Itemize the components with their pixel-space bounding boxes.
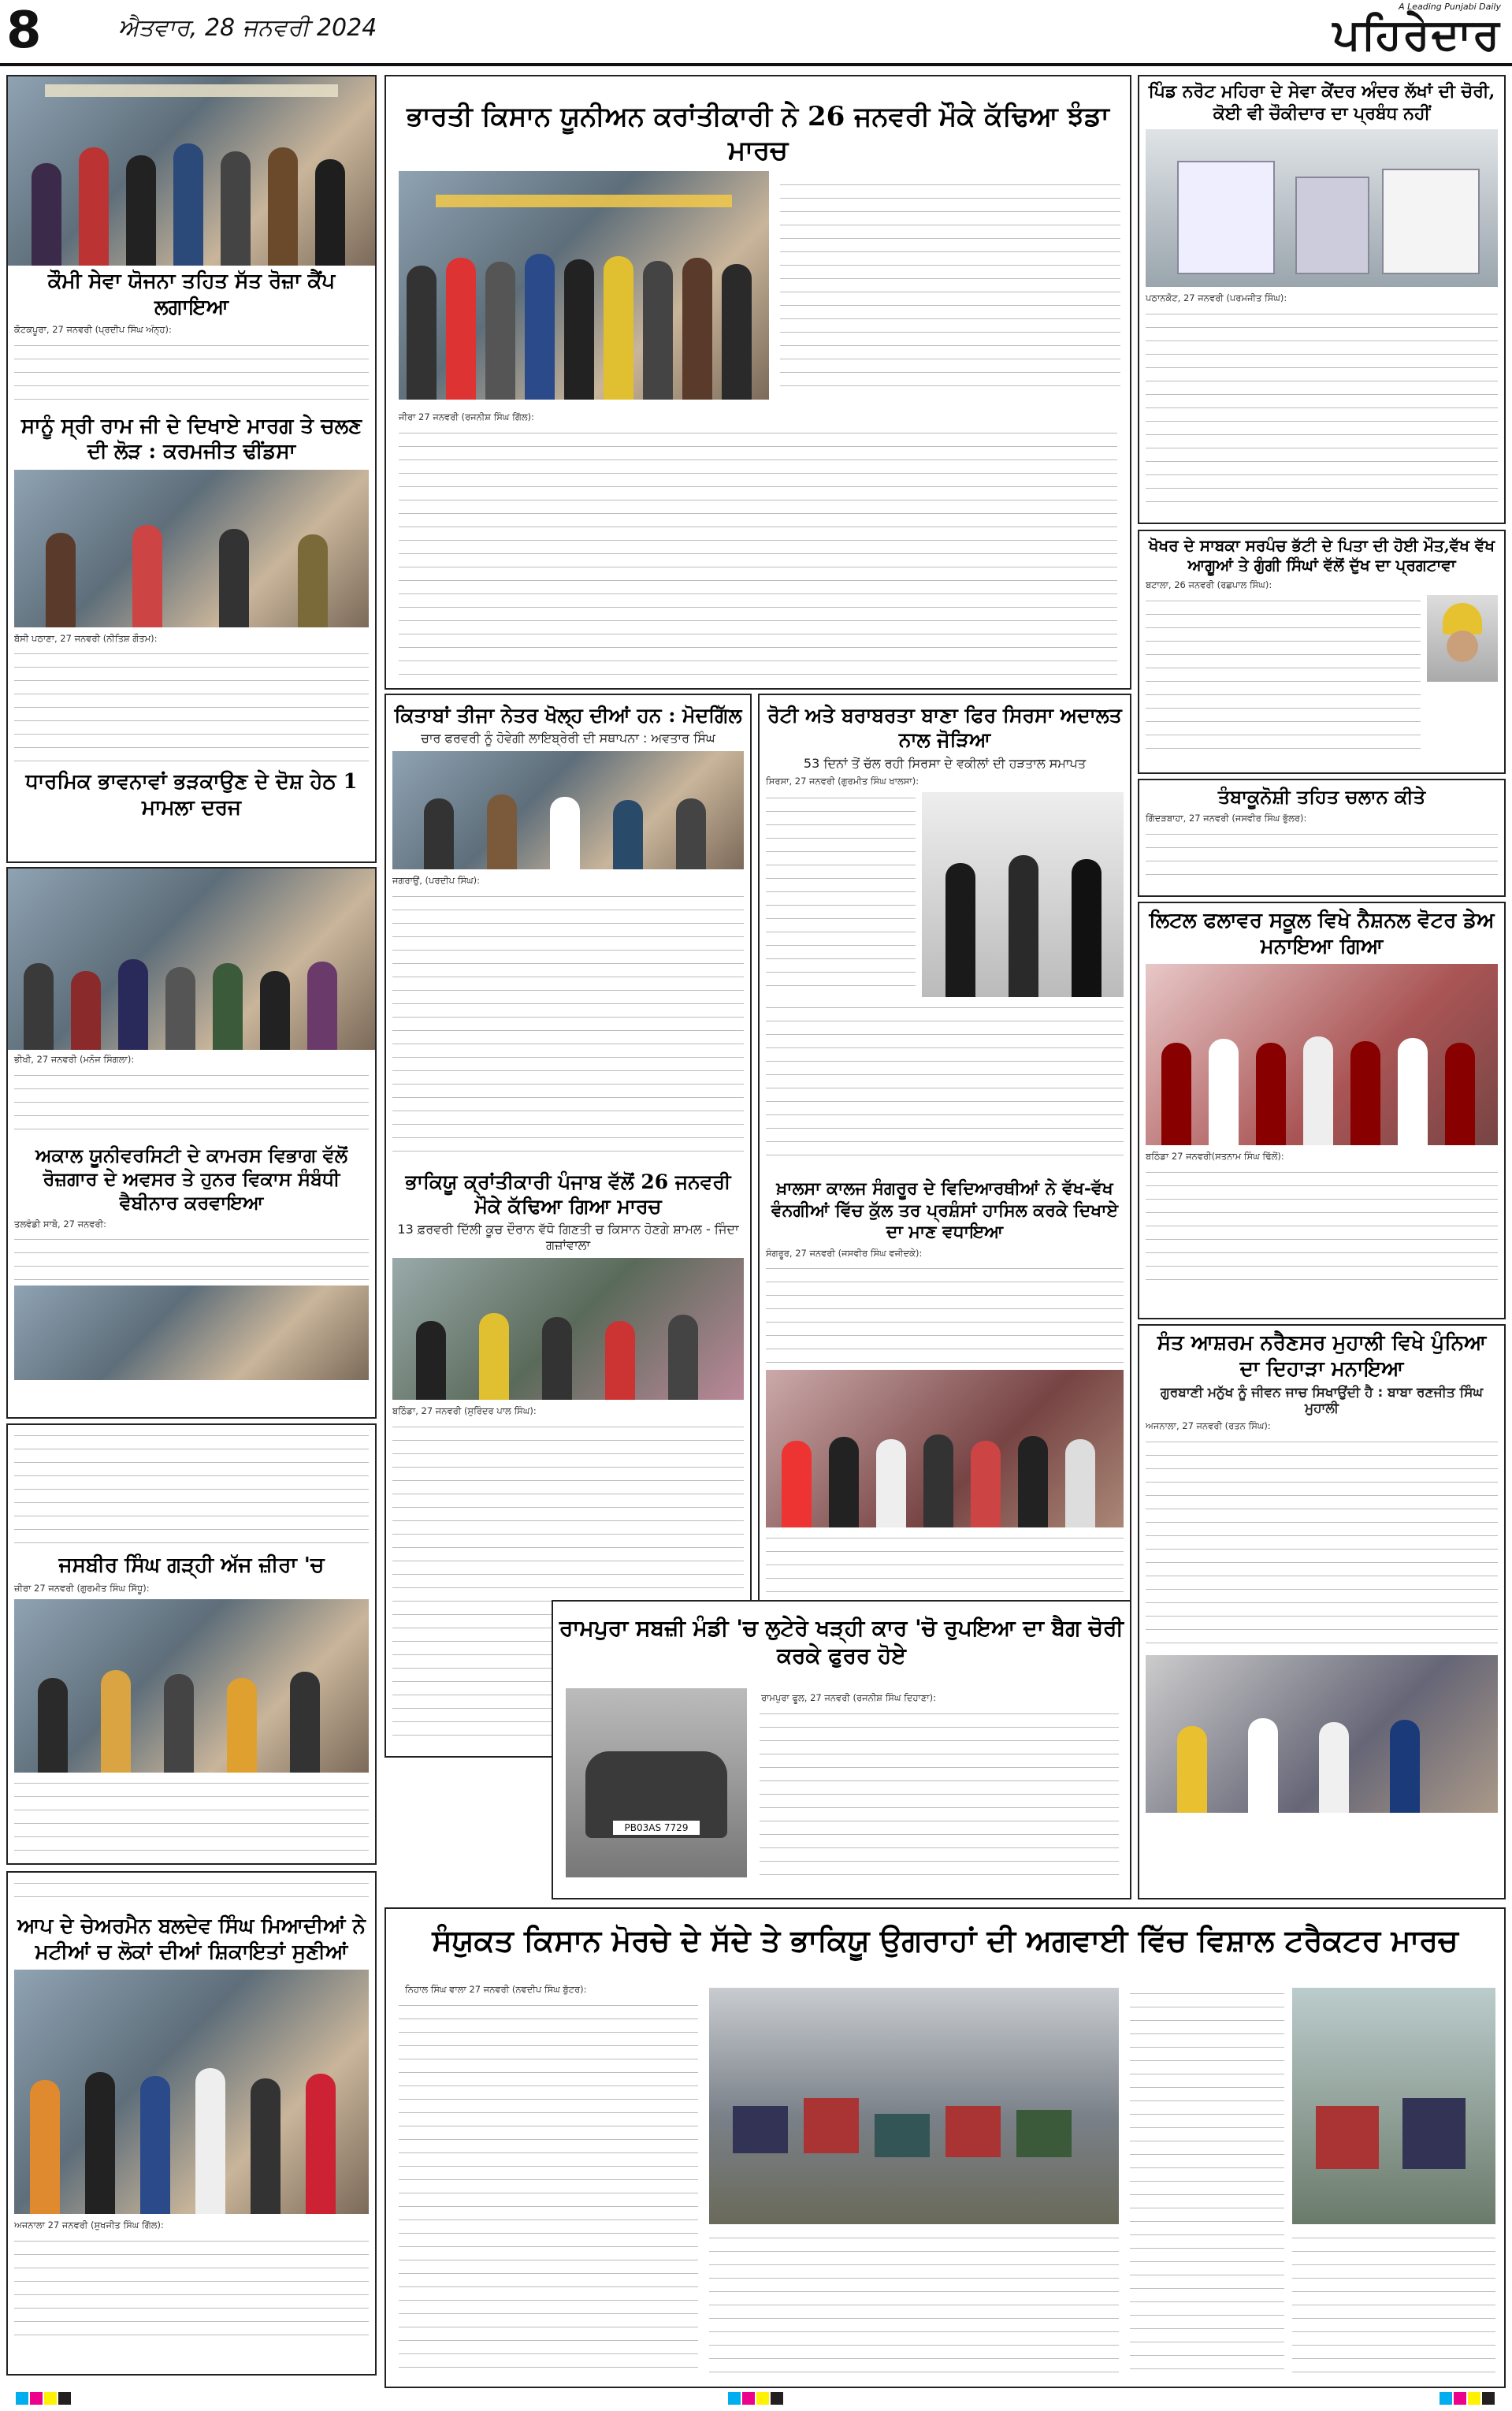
article-dateline: ਜਗਰਾਉਂ, (ਪਰਦੀਪ ਸਿੰਘ):: [392, 875, 481, 887]
article-headline: ਤੰਬਾਕੂਨੋਸ਼ੀ ਤਹਿਤ ਚਲਾਨ ਕੀਤੇ: [1217, 785, 1426, 808]
article-photo: [392, 1258, 744, 1400]
rampura-article: [552, 1600, 1131, 1899]
article-body: [766, 1002, 1124, 1167]
article-dateline: ਸਿਰਸਾ, 27 ਜਨਵਰੀ (ਗੁਰਮੀਤ ਸਿੰਘ ਖਾਲਸਾ):: [766, 775, 919, 787]
article-photo: [709, 1988, 1119, 2224]
right-column-obit: [1138, 530, 1506, 774]
article-dateline: ਕੋਟਕਪੂਰਾ, 27 ਜਨਵਰੀ (ਪ੍ਰਦੀਪ ਸਿੰਘ ਅੰਨ੍ਹ):: [14, 324, 172, 335]
article-body: [1130, 1988, 1284, 2382]
right-column-school: [1138, 902, 1506, 1319]
article-headline: ਭਾਰਤੀ ਕਿਸਾਨ ਯੂਨੀਅਨ ਕਰਾਂਤੀਕਾਰੀ ਨੇ 26 ਜਨਵਰੀ ਮੌਕੇ ਕੱਢਿਆ ਝੰਡਾ ਮਾਰਚ: [407, 101, 1109, 166]
article-body: [399, 2000, 698, 2378]
article-body: [709, 2232, 1119, 2378]
article-headline: ਸੰਯੁਕਤ ਕਿਸਾਨ ਮੋਰਚੇ ਦੇ ਸੱਦੇ ਤੇ ਭਾਕਿਯੂ ਉਗਰਾਹਾਂ ਦੀ ਅਗਵਾਈ ਵਿੱਚ ਵਿਸ਼ਾਲ ਟਰੈਕਟਰ ਮਾਰਚ: [432, 1922, 1458, 1958]
article-body: [1146, 595, 1421, 753]
article-body: [14, 1430, 369, 1548]
left-column-lower: [6, 1423, 377, 1865]
article-headline: ਆਪ ਦੇ ਚੇਅਰਮੈਨ ਬਲਦੇਵ ਸਿੰਘ ਮਿਆਦੀਆਂ ਨੇ ਮਟੀਆਂ ਚ ਲੋਕਾਂ ਦੀਆਂ ਸ਼ਿਕਾਇਤਾਂ ਸੁਣੀਆਂ: [17, 1914, 366, 1964]
article-subheadline: 53 ਦਿਨਾਂ ਤੋਂ ਚੱਲ ਰਹੀ ਸਿਰਸਾ ਦੇ ਵਕੀਲਾਂ ਦੀ ਹੜਤਾਲ ਸਮਾਪਤ: [803, 755, 1087, 771]
article-headline: ਰਾਮਪੁਰਾ ਸਬਜ਼ੀ ਮੰਡੀ 'ਚ ਲੁਟੇਰੇ ਖੜ੍ਹੀ ਕਾਰ 'ਚੋ ਰੁਪਇਆ ਦਾ ਬੈਗ ਚੋਰੀ ਕਰਕੇ ਫੁਰਰ ਹੋਏ: [559, 1615, 1124, 1669]
article-dateline: ਰਾਮਪੁਰਾ ਫੂਲ, 27 ਜਨਵਰੀ (ਰਜਨੀਸ਼ ਸਿੰਘ ਦਿਹਾਣਾ):: [761, 1692, 936, 1703]
article-headline: ਪਿੰਡ ਨਰੋਟ ਮਹਿਰਾ ਦੇ ਸੇਵਾ ਕੇਂਦਰ ਅੰਦਰ ਲੱਖਾਂ ਦੀ ਚੋਰੀ, ਕੋਈ ਵੀ ਚੌਕੀਦਾਰ ਦਾ ਪ੍ਰਬੰਧ ਨਹੀਂ: [1148, 81, 1495, 124]
article-photo: [766, 1370, 1124, 1527]
license-plate: PB03AS 7729: [613, 1821, 700, 1835]
article-body: [14, 1233, 369, 1281]
article-body: [760, 1708, 1119, 1881]
article-photo: [399, 171, 769, 400]
article-subheadline: ਗੁਰਬਾਣੀ ਮਨੁੱਖ ਨੂੰ ਜੀਵਨ ਜਾਚ ਸਿਖਾਉਂਦੀ ਹੈ : ਬਾਬਾ ਰਣਜੀਤ ਸਿੰਘ ਮੁਹਾਲੀ: [1160, 1385, 1484, 1416]
article-headline: ਲਿਟਲ ਫਲਾਵਰ ਸਕੂਲ ਵਿਖੇ ਨੈਸ਼ਨਲ ਵੋਟਰ ਡੇਅ ਮਨਾਇਆ ਗਿਆ: [1149, 909, 1495, 958]
article-photo: [14, 1970, 369, 2214]
article-dateline: ਬਠਿੰਡਾ 27 ਜਨਵਰੀ(ਸਤਨਾਮ ਸਿੰਘ ਢਿੱਲੋਂ):: [1146, 1151, 1284, 1162]
article-body: [14, 340, 369, 403]
masthead: [1241, 0, 1501, 60]
article-photo: [8, 869, 375, 1050]
article-photo: [1292, 1988, 1495, 2224]
article-headline: ਧਾਰਮਿਕ ਭਾਵਨਾਵਾਂ ਭੜਕਾਉਣ ਦੇ ਦੋਸ਼ ਹੇਠ 1 ਮਾਮਲਾ ਦਰਜ: [25, 770, 358, 820]
article-dateline: ਜੀਰਾ 27 ਜਨਵਰੀ (ਰਜਨੀਸ਼ ਸਿੰਘ ਗਿੱਲ):: [399, 411, 534, 422]
article-headline: ਅਕਾਲ ਯੂਨੀਵਰਸਿਟੀ ਦੇ ਕਾਮਰਸ ਵਿਭਾਗ ਵੱਲੋਂ ਰੋਜ਼ਗਾਰ ਦੇ ਅਵਸਰ ਤੇ ਹੁਨਰ ਵਿਕਾਸ ਸੰਬੰਧੀ ਵੈਬੀਨਾਰ ਕਰਵਾਇਆ: [35, 1143, 347, 1214]
right-column-tobacco: [1138, 779, 1506, 897]
article-dateline: ਨਿਹਾਲ ਸਿੰਘ ਵਾਲਾ 27 ਜਨਵਰੀ (ਨਵਦੀਪ ਸਿੰਘ ਬੁੱਟਰ):: [405, 1984, 587, 1995]
article-dateline: ਅਜਨਾਲਾ 27 ਜਨਵਰੀ (ਸੁਖਜੀਤ ਸਿੰਘ ਗਿੱਲ):: [14, 2219, 164, 2231]
article-photo: [922, 792, 1124, 997]
article-body: [1146, 1436, 1498, 1649]
page-header: [0, 0, 1512, 66]
article-photo: [14, 470, 369, 627]
center-right-column: [758, 694, 1131, 1758]
masthead-title: ਪਹਿਰੇਦਾਰ: [1332, 9, 1501, 59]
article-headline: ਭਾਕਿਯੂ ਕ੍ਰਾਂਤੀਕਾਰੀ ਪੰਜਾਬ ਵੱਲੋਂ 26 ਜਨਵਰੀ ਮੌਕੇ ਕੱਢਿਆ ਗਿਆ ਮਾਰਚ: [405, 1170, 731, 1219]
article-dateline: ਪਠਾਨਕੋਟ, 27 ਜਨਵਰੀ (ਪਰਮਜੀਤ ਸਿੰਘ):: [1146, 292, 1287, 303]
masthead-tagline: A Leading Punjabi Daily: [1399, 2, 1501, 12]
color-swatch-group: [16, 2392, 72, 2408]
right-column-ashram: [1138, 1324, 1506, 1899]
article-body: [392, 891, 744, 1159]
article-photo: [14, 1285, 369, 1380]
article-dateline: ਗਿੱਦੜਬਾਹਾ, 27 ਜਨਵਰੀ (ਜਸਵੀਰ ਸਿੰਘ ਭੁੱਲਰ):: [1146, 813, 1307, 824]
article-photo: [1146, 129, 1498, 287]
article-dateline: ਬਠਿੰਡਾ, 27 ਜਨਵਰੀ (ਸੁਰਿੰਦਰ ਪਾਲ ਸਿੰਘ):: [392, 1405, 537, 1417]
article-body: [14, 1070, 369, 1140]
article-body: [14, 1877, 369, 1909]
article-headline: ਕੌਮੀ ਸੇਵਾ ਯੋਜਨਾ ਤਹਿਤ ਸੱਤ ਰੋਜ਼ਾ ਕੈਂਪ ਲਗਾਇਆ: [47, 270, 336, 319]
article-headline: ਸਾਨੂੰ ਸ੍ਰੀ ਰਾਮ ਜੀ ਦੇ ਦਿਖਾਏ ਮਾਰਗ ਤੇ ਚਲਣ ਦੀ ਲੋੜ : ਕਰਮਜੀਤ ਢੀਂਡਸਾ: [20, 414, 362, 464]
article-dateline: ਜ਼ੀਰਾ 27 ਜਨਵਰੀ (ਗੁਰਮੀਤ ਸਿੰਘ ਸਿੱਧੂ):: [14, 1582, 150, 1594]
article-dateline: ਅਜਨਾਲਾ, 27 ਜਨਵਰੀ (ਰਤਨ ਸਿੰਘ):: [1146, 1420, 1271, 1431]
article-subheadline: ਚਾਰ ਫਰਵਰੀ ਨੂੰ ਹੋਵੇਗੀ ਲਾਇਬ੍ਰੇਰੀ ਦੀ ਸਥਾਪਨਾ : ਅਵਤਾਰ ਸਿੰਘ: [421, 731, 715, 746]
tractor-march-article: [385, 1907, 1506, 2388]
article-dateline: ਸੰਗਰੂਰ, 27 ਜਨਵਰੀ (ਜਸਵੀਰ ਸਿੰਘ ਵਜੀਦਕੇ):: [766, 1247, 923, 1259]
article-dateline: ਬੱਸੀ ਪਠਾਣਾ, 27 ਜਨਵਰੀ (ਨੀਤਿਸ਼ ਗੌਤਮ):: [14, 632, 158, 644]
article-headline: ਜਸਬੀਰ ਸਿੰਘ ਗੜ੍ਹੀ ਅੱਜ ਜ਼ੀਰਾ 'ਚ: [58, 1553, 325, 1577]
cyan-swatch: [16, 2392, 28, 2405]
page-number: 8: [6, 2, 42, 60]
article-body: [780, 179, 1120, 392]
article-photo: [14, 1599, 369, 1773]
article-body: [14, 1777, 369, 1856]
article-body: [766, 792, 916, 997]
article-body: [1146, 308, 1498, 505]
article-dateline: ਤਲਵੰਡੀ ਸਾਬੋ, 27 ਜਨਵਰੀ:: [14, 1218, 107, 1230]
magenta-swatch: [30, 2392, 43, 2405]
lead-article: [385, 75, 1131, 690]
left-column-bottom: [6, 1871, 377, 2376]
article-body: [1146, 828, 1498, 876]
article-headline: ਕਿਤਾਬਾਂ ਤੀਜਾ ਨੇਤਰ ਖੋਲ੍ਹ ਦੀਆਂ ਹਨ : ਮੋਦਗਿੱਲ: [394, 704, 742, 727]
article-dateline: ਭੀਖੀ, 27 ਜਨਵਰੀ (ਮਨੋਜ ਸਿੰਗਲਾ):: [14, 1054, 135, 1065]
article-headline: ਸੰਤ ਆਸ਼ਰਮ ਨਰੈਣਸਰ ਮੁਹਾਲੀ ਵਿਖੇ ਪੁੰਨਿਆ ਦਾ ਦਿਹਾੜਾ ਮਨਾਇਆ: [1157, 1331, 1487, 1381]
article-subheadline: 13 ਫ਼ਰਵਰੀ ਦਿੱਲੀ ਕੂਚ ਦੌਰਾਨ ਵੱਧੋ ਗਿਣਤੀ ਚ ਕਿਸਾਨ ਹੋਣਗੇ ਸ਼ਾਮਲ - ਜਿੰਦਾ ਗਜ਼ਾਂਵਾਲਾ: [397, 1222, 739, 1253]
article-body: [14, 648, 369, 766]
left-column-mid: [6, 867, 377, 1419]
article-photo: [8, 76, 375, 266]
article-headline: ਖ਼ਾਲਸਾ ਕਾਲਜ ਸੰਗਰੂਰ ਦੇ ਵਿਦਿਆਰਥੀਆਂ ਨੇ ਵੱਖ-ਵੱਖ ਵੰਨਗੀਆਂ ਵਿੱਚ ਕੁੱਲ ਤਰ ਪ੍ਰਸ਼ੰਸਾਂ ਹਾਸਿਲ ਕਰਕੇ ਦਿਖਾਏ ਦਾ ਮਾਣ ਵਧਾਇਆ: [771, 1178, 1119, 1243]
yellow-swatch: [44, 2392, 57, 2405]
article-headline: ਖੋਖਰ ਦੇ ਸਾਬਕਾ ਸਰਪੰਚ ਭੱਟੀ ਦੇ ਪਿਤਾ ਦੀ ਹੋਈ ਮੌਤ,ਵੱਖ ਵੱਖ ਆਗੂਆਂ ਤੇ ਗੁੰਗੀ ਸਿੰਘਾਂ ਵੱਲੋਂ ਦੁੱਖ ਦਾ ਪ੍ਰਗਟਾਵਾ: [1148, 536, 1495, 575]
black-swatch: [58, 2392, 71, 2405]
article-body: [399, 427, 1117, 679]
center-left-column: [385, 694, 752, 1758]
article-body: [766, 1532, 1124, 1603]
article-photo: [1146, 964, 1498, 1145]
issue-date: ਐਤਵਾਰ, 28 ਜਨਵਰੀ 2024: [118, 14, 377, 42]
color-swatch-group: [1440, 2392, 1496, 2408]
article-body: [766, 1263, 1124, 1365]
print-color-bar: [0, 2389, 1512, 2411]
article-photo: [392, 751, 744, 869]
color-swatch-group: [728, 2392, 785, 2408]
article-body: [1292, 2232, 1495, 2378]
article-headline: ਰੋਟੀ ਅਤੇ ਬਰਾਬਰਤਾ ਬਾਣਾ ਫਿਰ ਸਿਰਸਾ ਅਦਾਲਤ ਨਾਲ ਜੋੜਿਆ: [767, 704, 1122, 752]
article-photo: [566, 1688, 747, 1877]
left-column-top: [6, 75, 377, 863]
right-column-top: [1138, 75, 1506, 524]
article-body: [14, 2235, 369, 2346]
article-body: [1146, 1166, 1498, 1293]
article-photo: [1146, 1655, 1498, 1813]
article-dateline: ਬਟਾਲਾ, 26 ਜਨਵਰੀ (ਰਛਪਾਲ ਸਿੰਘ):: [1146, 579, 1272, 590]
article-photo: [1427, 595, 1498, 682]
